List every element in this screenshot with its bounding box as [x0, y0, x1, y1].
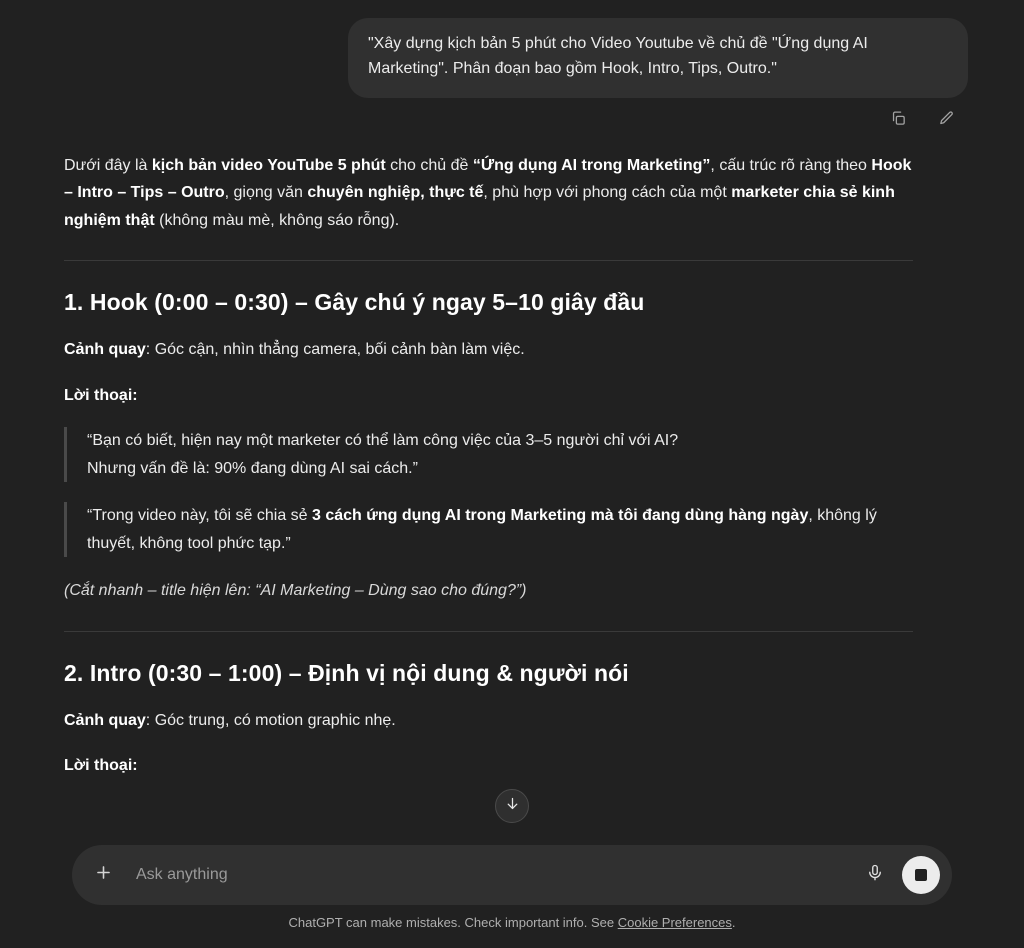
- stop-square-icon: [915, 869, 927, 881]
- section-divider-2: [64, 631, 913, 632]
- assistant-intro-paragraph: [64, 152, 913, 235]
- intro-bold-3: Hook – Intro – Tips – Outro: [64, 156, 912, 202]
- intro-text-2: cho chủ đề: [385, 156, 473, 174]
- message-action-row: [64, 106, 968, 136]
- dialog-label-1: Lời thoại:: [64, 386, 138, 404]
- section-2-heading: 2. Intro (0:30 – 1:00) – Định vị nội dung & người nói: [64, 659, 629, 686]
- quote-2-text-1: “Trong video này, tôi sẽ chia sẻ: [87, 507, 312, 525]
- intro-bold-1: kịch bản video YouTube 5 phút: [151, 156, 386, 174]
- intro-text-4: , giọng văn: [224, 184, 308, 202]
- intro-text-5: , phù hợp với phong cách của một: [483, 184, 732, 202]
- disclaimer-text-after: .: [731, 915, 736, 930]
- section-2-scene: [64, 707, 913, 735]
- intro-text-6: (không màu mè, không sáo rỗng).: [154, 211, 400, 229]
- quote-1-line-1: “Bạn có biết, hiện nay một marketer có thể làm công việc của 3–5 người chỉ với AI?: [87, 432, 679, 450]
- quote-block-1: [64, 427, 913, 482]
- voice-input-button[interactable]: [858, 858, 892, 892]
- composer-area: [0, 845, 1024, 948]
- arrow-down-icon: [504, 795, 521, 817]
- user-message-bubble: "Xây dựng kịch bản 5 phút cho Video Youtube về chủ đề "Ứng dụng AI Marketing". Phân đoạn bao gồm Hook, Intro, Tips, Outro.": [348, 18, 968, 98]
- section-1-scene: [64, 336, 913, 364]
- disclaimer-text-before: ChatGPT can make mistakes. Check important info. See: [288, 915, 618, 930]
- copy-button[interactable]: [884, 107, 912, 135]
- disclaimer-note: [0, 905, 1024, 942]
- intro-bold-2: “Ứng dụng AI trong Marketing”: [472, 156, 711, 174]
- assistant-message: [64, 152, 968, 780]
- section-2-dialog-label: [64, 752, 913, 780]
- plus-icon: [94, 863, 113, 887]
- attach-button[interactable]: [86, 858, 120, 892]
- composer-bar: [72, 845, 952, 905]
- microphone-icon: [866, 864, 884, 887]
- edit-button[interactable]: [932, 107, 960, 135]
- cookie-preferences-link[interactable]: Cookie Preferences: [617, 915, 732, 930]
- message-thread: [56, 18, 968, 780]
- scroll-to-bottom-button[interactable]: [495, 789, 529, 823]
- intro-text-1: Dưới đây là: [64, 156, 152, 174]
- dialog-label-2: Lời thoại:: [64, 757, 138, 775]
- copy-icon: [890, 110, 907, 132]
- quote-1-line-2: Nhưng vấn đề là: 90% đang dùng AI sai cách.”: [87, 459, 418, 477]
- quote-2-text-2: , không lý thuyết, không tool phức tạp.”: [87, 507, 877, 552]
- scene-label-2: Cảnh quay: [64, 711, 146, 729]
- intro-bold-4: chuyên nghiệp, thực tế: [307, 184, 484, 202]
- scene-label-1: Cảnh quay: [64, 341, 146, 359]
- intro-bold-5: marketer chia sẻ kinh nghiệm thật: [64, 184, 895, 229]
- scene-text-2: : Góc trung, có motion graphic nhẹ.: [145, 711, 396, 729]
- quote-2-bold: 3 cách ứng dụng AI trong Marketing mà tôi đang dùng hàng ngày: [312, 507, 809, 525]
- section-1-dialog-label: [64, 382, 913, 410]
- section-1-note-text: (Cắt nhanh – title hiện lên: “AI Marketing – Dùng sao cho đúng?”): [64, 582, 527, 600]
- section-1-heading: 1. Hook (0:00 – 0:30) – Gây chú ý ngay 5–10 giây đầu: [64, 289, 645, 316]
- edit-icon: [938, 110, 955, 132]
- quote-block-2: [64, 502, 913, 557]
- section-1-note: [64, 577, 913, 605]
- section-divider-1: [64, 260, 913, 261]
- scene-text-1: : Góc cận, nhìn thẳng camera, bối cảnh bàn làm việc.: [145, 341, 525, 359]
- ask-anything-input[interactable]: [130, 866, 848, 884]
- intro-text-3: , cấu trúc rõ ràng theo: [710, 156, 872, 174]
- user-message-row: [64, 18, 968, 98]
- stop-generating-button[interactable]: [902, 856, 940, 894]
